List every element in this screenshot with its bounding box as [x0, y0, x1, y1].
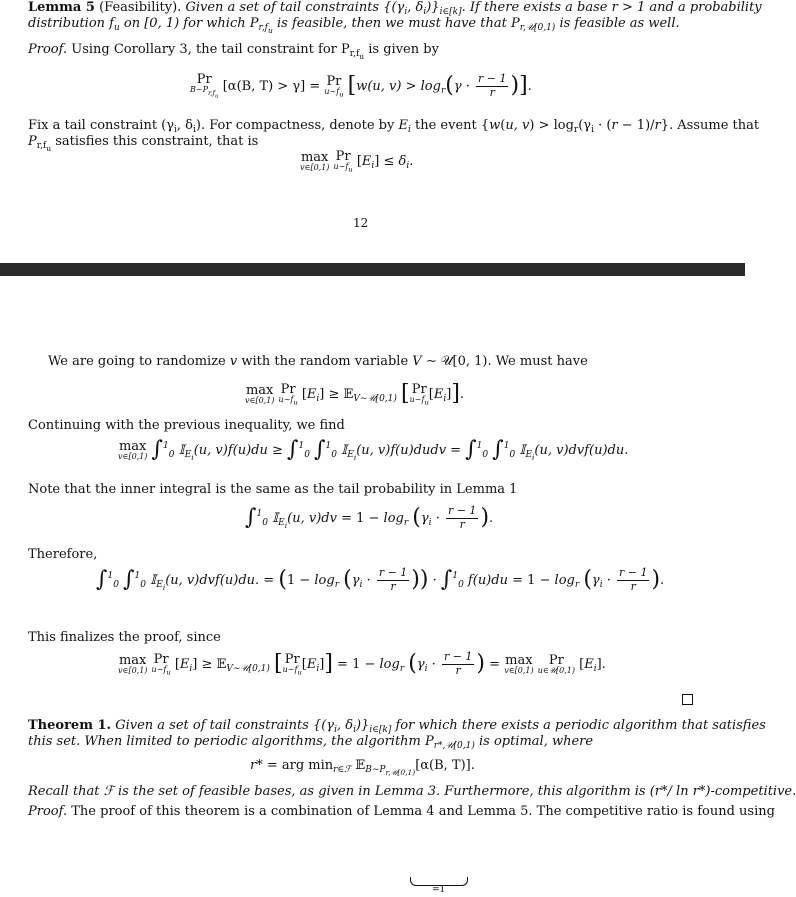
line-finalizes: This finalizes the proof, since [28, 630, 221, 645]
page-bottom [0, 276, 796, 895]
theorem1-line2: this set. When limited to periodic algorithms, the algorithm $P_{r*,𝒰[0,1)}$ is optimal, where [28, 734, 594, 751]
equation-2: max v∈[0,1) Pr $u\sim f_u$ $[E_i] \le \delta_i$. [300, 149, 414, 174]
equation-3: max v∈[0,1) Pr $u\sim f_u$ $[E_i]$ ≥ 𝔼$_{V\sim 𝒰[0,1)}$ [ Pr $u\sim f_u$ $[E_i]$]. [245, 381, 465, 407]
line-therefore: Therefore, [28, 547, 98, 562]
equation-4: max v∈[0,1) ∫$^1_0$ 𝕀$_{E_i}$(u, v)f(u)du ≥ ∫$^1_0$ ∫$^1_0$ 𝕀$_{E_i}$(u, v)f(u)dudv = ∫$^1_0$ ∫$^1_0$ 𝕀$_{E_i}$(u, v)dvf(u)du. [118, 437, 629, 462]
line-randomize: We are going to randomize v with the random variable V ∼ 𝒰[0, 1). We must have [48, 354, 588, 369]
equation-5: ∫$^1_0$ 𝕀$_{E_i}$(u, $v)dv = 1 - \log_r (\gamma_i$ · $\frac{r - 1}{r}$ ). [245, 504, 494, 531]
proof-line [28, 42, 439, 62]
theorem1-line1: Theorem 1. Given a set of tail constraints {($\gamma_i$, $\delta_i)\}_{i\in[k]}$ for which there exists a periodic algorithm that satisfies [28, 718, 766, 735]
proof2-line [28, 804, 775, 821]
equation-1: Pr $B\sim P_{r,f_u}$ [α(B, T) > γ] = Pr $u\sim f_u$ [w(u, $v) > \log_r(\gamma$ · $\frac{r - 1}{r}$ )]. [190, 72, 532, 99]
page-number: 12 [353, 216, 369, 230]
lemma5-label: Lemma 5 [28, 0, 95, 15]
theorem1-label: Theorem 1. [28, 718, 112, 733]
line-continuing: Continuing with the previous inequality, we find [28, 418, 345, 433]
line-recall: Recall that ℱ is the set of feasible bases, as given in Lemma 3. Furthermore, this algorithm is (r*/ ln r*)-competitive. [28, 784, 796, 799]
equation-6: ∫$^1_0$ ∫$^1_0$ 𝕀$_{E_i}$(u, v)dvf(u)du. = ($1 - \log_r (\gamma_i$ · $\frac{r - 1}{r}$ )) · ∫$^1_0$ $f(u)du = 1 - \log_r (\gamma_i$ · $\frac{r - 1}{r}$ ). [96, 566, 665, 593]
proof2-label: Proof. [28, 804, 68, 819]
underbrace-label: =1 [432, 885, 446, 895]
lemma5-line2: distribution $f_u$ on [0, 1) for which $P_{r,f_u}$ is feasible, then we must have that $P_{r,𝒰[0,1)}$ is feasible as well. [28, 16, 680, 35]
lemma5-text1: Given a set of tail constraints {($\gamma_i$, $\delta_i)\}_{i\in[k]}$. If there exists a base r > 1 and a probability [185, 0, 762, 17]
page-divider [0, 263, 745, 276]
lemma5-title: (Feasibility). [99, 0, 182, 15]
equation-7: max v∈[0,1) Pr $u\sim f_u$ $[E_i]$ ≥ 𝔼$_{V\sim 𝒰[0,1)}$ [ Pr $u\sim f_u$ $[E_i]] = 1 - \log_r (\gamma_i$ · $\frac{r - 1}{r}$ ) = max v∈[0,1) Pr u∈𝒰[0,1) $[E_i]$. [118, 650, 606, 677]
line-inner-integral: Note that the inner integral is the same as the tail probability in Lemma 1 [28, 482, 518, 497]
page-top [0, 0, 762, 263]
proof-label: Proof. [28, 42, 68, 57]
para1-line1: Fix a tail constraint ($\gamma_i$, $\delta_i$). For compactness, denote by $E_i$ the event {w(u, $v) > \log_r(\gamma_i \cdot (r - 1)/r\}$. Assume that [28, 118, 760, 135]
equation-8: r* = arg $\min_{r\in ℱ}$ 𝔼$_{B\sim P_{r,𝒰[0,1)}}$[α(B, T)]. [250, 758, 475, 777]
proof-text: Using Corollary 3, the tail constraint for $P_{r,f_u}$ is given by [71, 42, 439, 61]
proof2-text: The proof of this theorem is a combination of Lemma 4 and Lemma 5. The competitive ratio is found using [71, 804, 775, 819]
para1-line2: $P_{r,f_u}$ satisfies this constraint, that is [28, 134, 259, 153]
qed-box [682, 694, 693, 705]
